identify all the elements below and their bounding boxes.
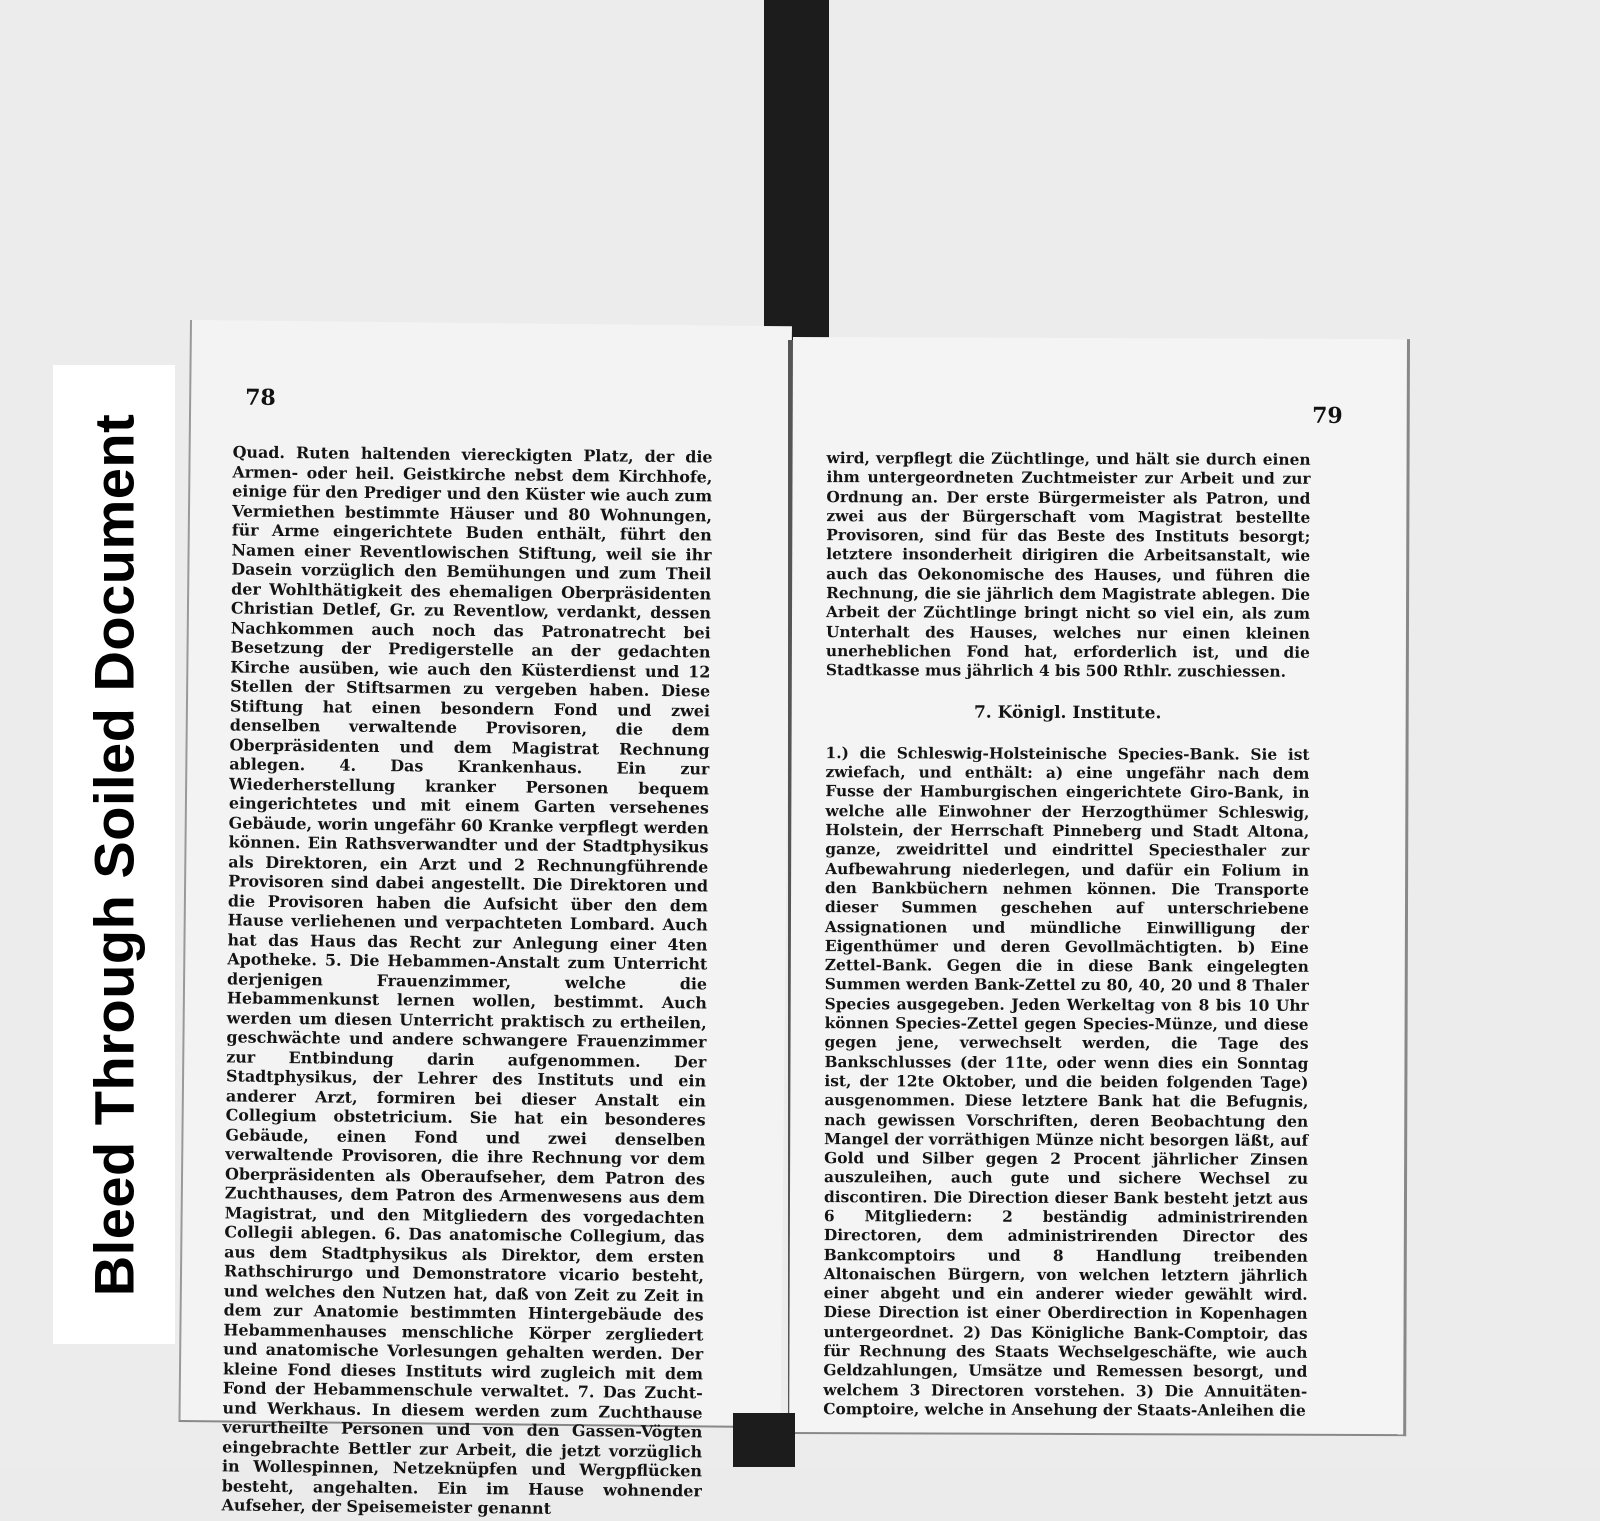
right-page-text xyxy=(823,449,1310,1421)
left-page-number: 78 xyxy=(245,384,276,411)
watermark-label-box xyxy=(53,365,175,1344)
spacer xyxy=(826,681,1310,705)
bookmark-ribbon-bottom xyxy=(733,1413,795,1467)
bookmark-ribbon-top xyxy=(764,0,829,352)
left-page xyxy=(178,320,792,1518)
right-page-paragraph-2: 1.) die Schleswig-Holsteinische Species-Bank. Sie ist zwiefach, und enthält: a) eine ungefähr nach dem Fusse der Hamburgischen eingerichtete Giro-Bank, in welche alle Einwohner der Herzogthümer Schleswig, Holstein, der Herrschaft Pinneberg und Stadt Altona, ganze, zweidrittel und eindrittel Speciesthaler zur Aufbewahrung niederlegen, und dafür ein Folium in den Bankbüchern nehmen können. Die Transporte dieser Summen geschehen auf unterschriebene Assignationen und mündliche Einwilligung der Eigenthümer und deren Gevollmächtigten. b) Eine Zettel-Bank. Gegen die in diese Bank eingelegten Summen werden Bank-Zettel zu 80, 40, 20 und 8 Thaler Species ausgegeben. Jeden Werkeltag von 8 bis 10 Uhr können Species-Zettel gegen Species-Münze, und diese gegen jene, verwechselt werden, die Tage des Bankschlusses (der 11te, oder wenn dies ein Sonntag ist, der 12te Oktober, und die beiden folgenden Tage) ausgenommen. Diese letztere Bank hat die Befugnis, nach gewissen Vorschriften, deren Beobachtung den Mangel der vorräthigen Münze nicht besorgen läßt, auf Gold und Silber gegen 2 Procent jährlicher Zinsen auszuleihen, auch gute und sichere Wechsel zu discontiren. Die Direction dieser Bank besteht jetzt aus 6 Mitgliedern: 2 beständig administrirenden Directoren, dem administrirenden Director des Bankcomptoirs und 8 Handlung treibenden Altonaischen Bürgern, von welchen letztern jährlich einer abgeht und ein anderer wieder gewählt wird. Diese Direction ist einer Oberdirection in Kopenhagen untergeordnet. 2) Das Königliche Bank-Comptoir, das für Rechnung des Staats Wechselgeschäfte, wie auch Geldzahlungen, Umsätze und Remessen besorgt, und welchem 3 Directoren vorstehen. 3) Die Annuitäten-Comptoire, welche in Ansehung der Staats-Anleihen die xyxy=(823,743,1310,1420)
left-page-paragraph: Quad. Ruten haltenden viereckigten Platz, der die Armen- oder heil. Geistkirche nebst dem Kirchhofe, einige für den Prediger und den Küster wie auch zum Vermiethen bestimmte Häuser und 80 Wohnungen, für Arme eingerichtete Buden enthält, führt den Namen einer Reventlowischen Stiftung, weil sie ihr Dasein vorzüglich den Bemühungen und zum Theil der Wohlthätigkeit des ehemaligen Oberpräsidenten Christian Detlef, Gr. zu Reventlow, verdankt, dessen Nachkommen auch noch das Patronatrecht bei Besetzung der Predigerstelle an der gedachten Kirche ausüben, wie auch den Küsterdienst und 12 Stellen der Stiftsarmen zu vergeben haben. Diese Stiftung hat einen besondern Fond und zwei denselben verwaltende Provisoren, die dem Oberpräsidenten und dem Magistrat Rechnung ablegen. 4. Das Krankenhaus. Ein zur Wiederherstellung kranker Personen bequem eingerichtetes und mit einem Garten versehenes Gebäude, worin ungefähr 60 Kranke verpflegt werden können. Ein Rathsverwandter und der Stadtphysikus als Direktoren, ein Arzt und 2 Rechnungführende Provisoren sind dabei angestellt. Die Direktoren und die Provisoren haben die Aufsicht über den dem Hause verliehenen und verpachteten Lombard. Auch hat das Haus das Recht zur Anlegung einer 4ten Apotheke. 5. Die Hebammen-Anstalt zum Unterricht derjenigen Frauenzimmer, welche die Hebammenkunst lernen wollen, bestimmt. Auch werden um diesen Unterricht praktisch zu ertheilen, geschwächte und andere schwangere Frauenzimmer zur Entbindung darin aufgenommen. Der Stadtphysikus, der Lehrer des Instituts und ein anderer Arzt, formiren bei dieser Anstalt ein Collegium obstetricium. Sie hat ein besonderes Gebäude, einen Fond und zwei denselben verwaltende Provisoren, die ihre Rechnung vor dem Oberpräsidenten als Oberaufseher, dem Patron des Zuchthauses, dem Patron des Armenwesens aus dem Magistrat, und den Mitgliedern des vorgedachten Collegii ablegen. 6. Das anatomische Collegium, das aus dem Stadtphysikus als Direktor, dem ersten Rathschirurgo und Demonstratore vicario besteht, und welches den Nutzen hat, daß von Zeit zu Zeit in dem zur Anatomie bestimmten Hintergebäude des Hebammenhauses menschliche Körper zergliedert und anatomische Vorlesungen gehalten werden. Der kleine Fond dieses Instituts wird zugleich mit dem Fond der Hebammenschule verwaltet. 7. Das Zucht- und Werkhaus. In diesem werden zum Zuchthause verurtheilte Personen und von den Gassen-Vögten eingebrachte Bettler zur Arbeit, die jetzt vorzüglich in Wollespinnen, Netzeknüpfen und Wergpflücken besteht, angehalten. Ein im Hause wohnender Aufseher, der Speisemeister genannt xyxy=(221,442,713,1518)
section-heading: 7. Königl. Institute. xyxy=(973,702,1162,723)
watermark-label: Bleed Through Soiled Document xyxy=(82,413,146,1296)
spacer xyxy=(826,722,1310,746)
right-page xyxy=(789,337,1410,1436)
right-page-number: 79 xyxy=(1312,402,1343,429)
right-page-paragraph-1: wird, verpflegt die Züchtlinge, und hält sie durch einen ihm untergeordneten Zuchtmeister zur Arbeit und zur Ordnung an. Der erste Bürgermeister als Patron, und zwei aus der Bürgerschaft vom Magistrat bestellte Provisoren, sind für das Beste des Instituts besorgt; letztere insonderheit dirigiren die Arbeitsanstalt, wie auch das Oekonomische des Hauses, und führen die Rechnung, die sie jährlich dem Magistrate ablegen. Die Arbeit der Züchtlinge bringt nicht so viel ein, als zum Unterhalt des Hauses, welches nur einen kleinen unerheblichen Fond hat, erforderlich ist, und die Stadtkasse mus jährlich 4 bis 500 Rthlr. zuschiessen. xyxy=(825,449,1311,681)
left-page-text xyxy=(221,442,712,1519)
